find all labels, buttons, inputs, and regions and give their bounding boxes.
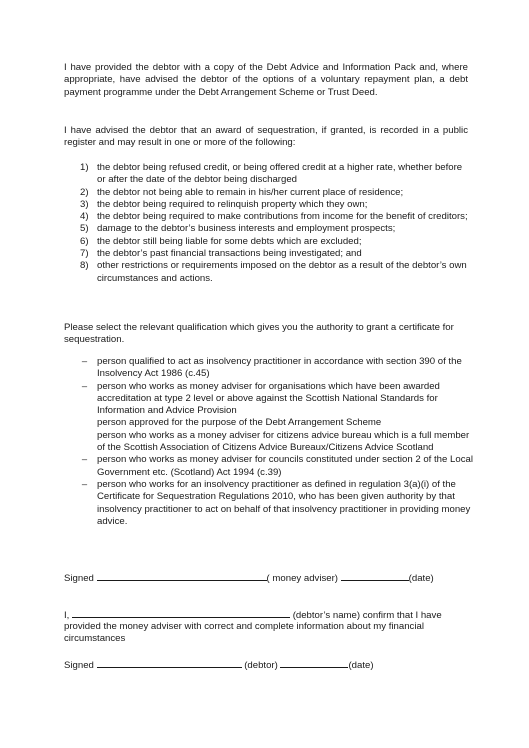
debtor-signature-row <box>64 658 374 672</box>
intro-paragraph: I have provided the debtor with a copy of the Debt Advice and Information Pack and, where appropriate, have advised the debtor of the options of a voluntary repayment plan, a debt payment programme under the Debt Arrangement Scheme or Trust Deed. <box>64 62 468 98</box>
list-item: 7) the debtor’s past financial transactions being investigated; and <box>80 248 362 260</box>
list-item: 3) the debtor being required to relinquish property which they own; <box>80 198 368 210</box>
signed-label: Signed <box>64 660 94 671</box>
advised-paragraph: I have advised the debtor that an award of sequestration, if granted, is recorded in a public register and may result in one or more of the following: <box>64 125 468 149</box>
debtor-name-label: (debtor’s name) <box>292 610 361 621</box>
checkbox-mark[interactable]: _ <box>82 450 88 461</box>
adviser-date-field[interactable] <box>341 571 409 581</box>
signed-label: Signed <box>64 573 94 584</box>
qualification-option[interactable]: _ person who works as money adviser for councils constituted under section 2 of the Local Government etc. (Scotland) Act 1994 (c.39) <box>82 450 473 478</box>
qualification-option[interactable]: person approved for the purpose of the Debt Arrangement Scheme <box>97 417 382 429</box>
checkbox-mark[interactable]: _ <box>82 376 88 387</box>
adviser-signature-field[interactable] <box>97 571 267 581</box>
adviser-signature-row <box>64 571 434 585</box>
debtor-date-field[interactable] <box>280 658 348 668</box>
qualification-option[interactable]: _ person who works for an insolvency practitioner as defined in regulation 3(a)(i) of the Certificate for Sequestration Regulations 2010, who has been given authority by that insolvency practitioner to act on behalf of that insolvency practitioner in providing money advice. <box>82 474 471 527</box>
list-item: 5) damage to the debtor’s business interests and employment prospects; <box>80 223 396 235</box>
list-item: 2) the debtor not being able to remain in his/her current place of residence; <box>80 186 404 198</box>
checkbox-mark[interactable]: _ <box>82 352 88 362</box>
confirmation-prefix: I, <box>64 610 70 621</box>
list-item: 4) the debtor being required to make contributions from income for the benefit of creditors; <box>80 211 468 223</box>
adviser-role-label: ( money adviser) <box>266 573 338 584</box>
confirmation-text: confirm that I have <box>362 610 442 621</box>
qualification-option[interactable]: person who works as a money adviser for citizens advice bureau which is a full member of the Scottish Association of Citizens Advice Bureaux/Citizens Advice Scotland <box>97 429 470 454</box>
qualification-option[interactable]: _ person who works as money adviser for organisations which have been awarded accreditation at type 2 level or above against the Scottish National Standards for Information and Advice Provision <box>82 376 440 417</box>
consequences-list <box>64 162 472 285</box>
list-item: 8) other restrictions or requirements imposed on the debtor as a result of the debtor’s own circumstances and actions. <box>80 260 467 284</box>
confirmation-continuation: provided the money adviser with correct and complete information about my financial circumstances <box>64 621 424 645</box>
select-paragraph: Please select the relevant qualification which gives you the authority to grant a certificate for sequestration. <box>64 322 454 346</box>
date-label: (date) <box>348 660 374 671</box>
debtor-signature-field[interactable] <box>97 658 242 668</box>
checkbox-mark[interactable]: _ <box>82 474 88 485</box>
list-item: 1) the debtor being refused credit, or being offered credit at a higher rate, whether before or after the date of the debtor being discharged <box>80 162 463 186</box>
date-label: (date) <box>408 573 434 584</box>
list-item: 6) the debtor still being liable for some debts which are excluded; <box>80 235 362 247</box>
qualifications-list <box>64 352 474 528</box>
qualification-option[interactable]: _ person qualified to act as insolvency practitioner in accordance with section 390 of the Insolvency Act 1986 (c.45) <box>82 352 462 380</box>
debtor-role-label: (debtor) <box>244 660 278 671</box>
debtor-name-field[interactable] <box>72 608 290 618</box>
